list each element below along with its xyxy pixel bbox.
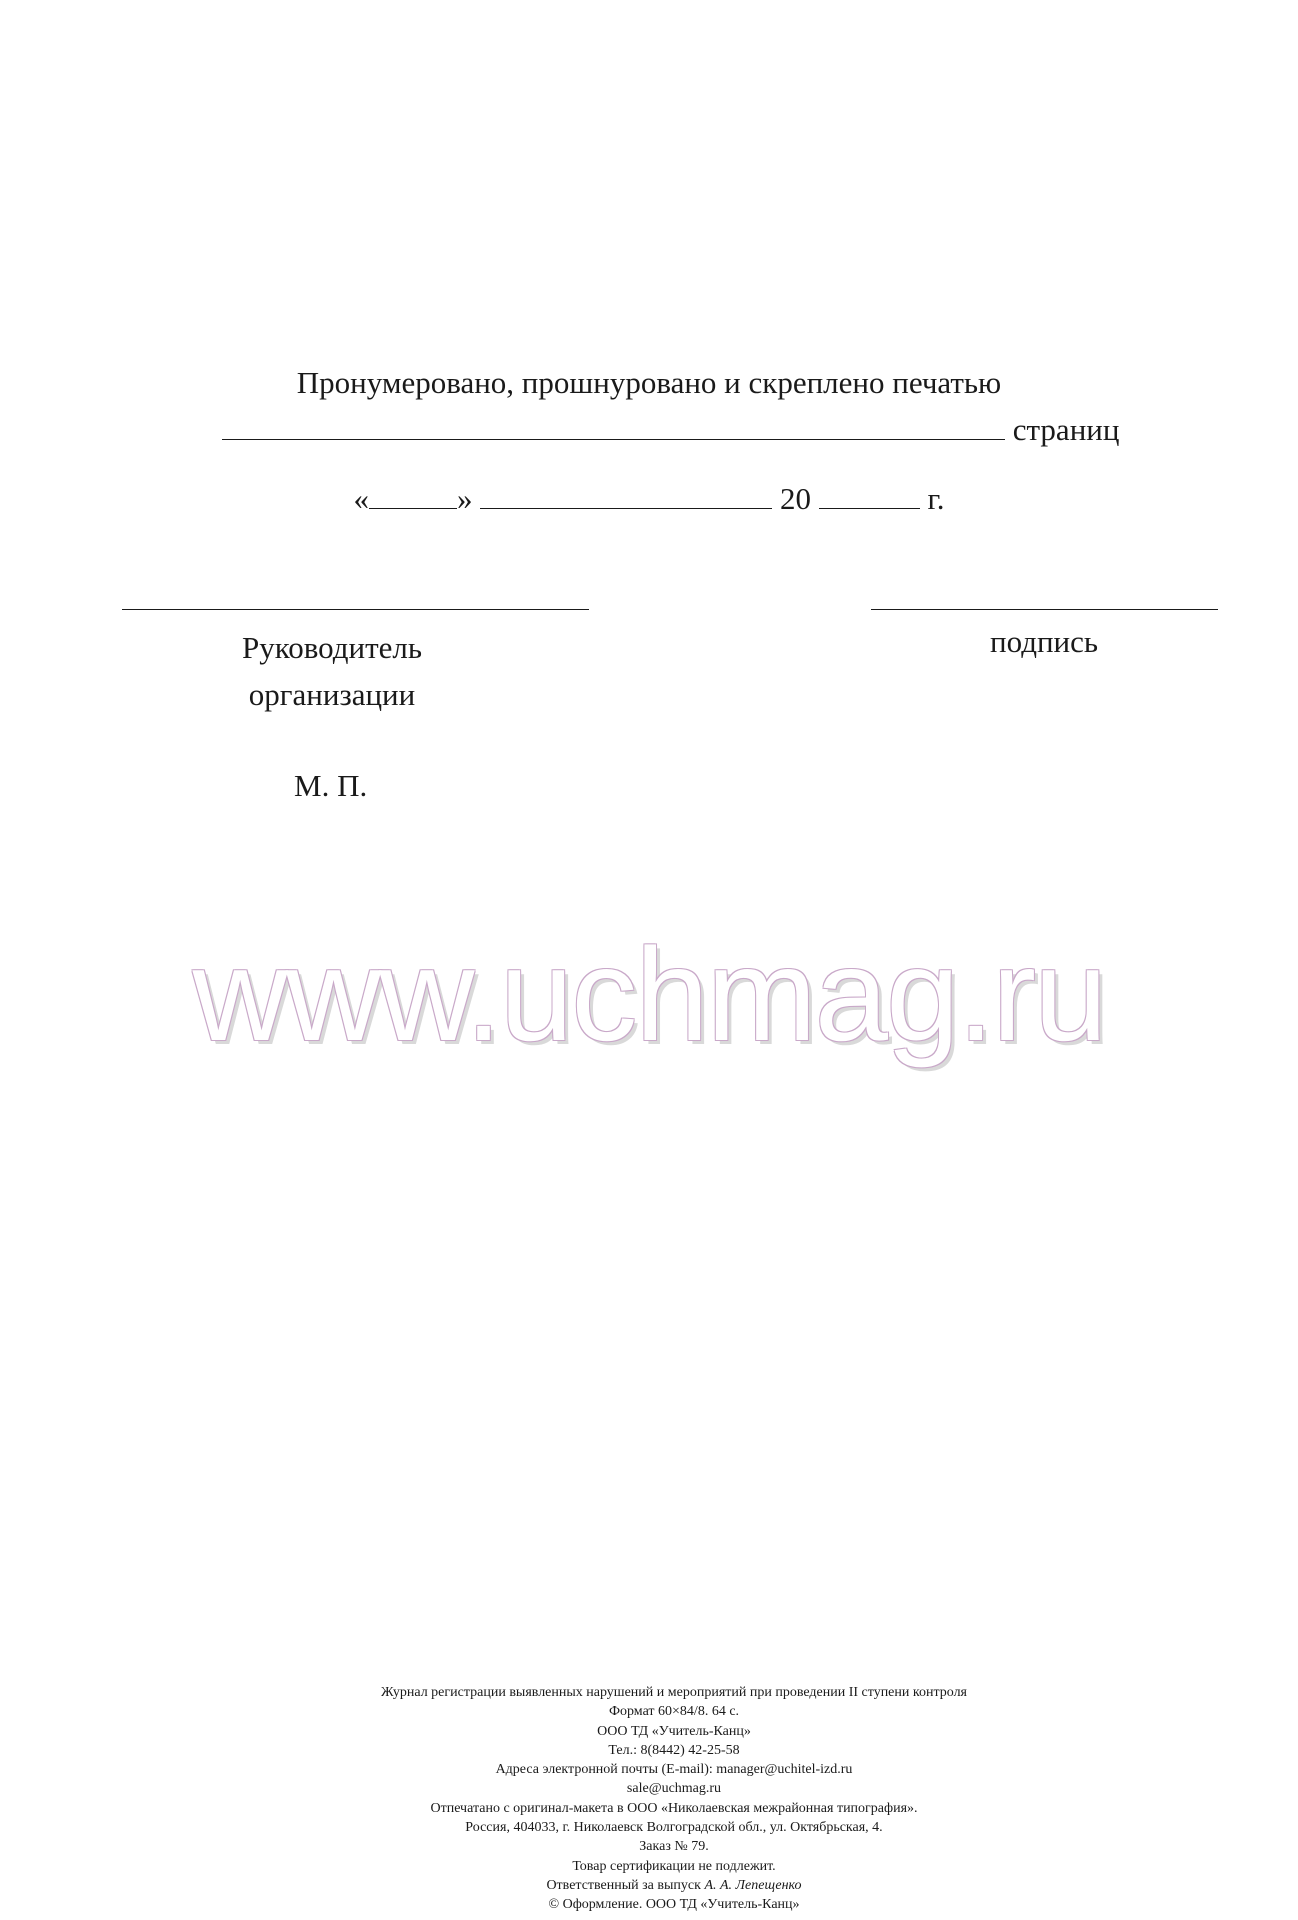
watermark: www.uchmag.ru [192,921,1106,1068]
colophon-title: Журнал регистрации выявленных нарушений и мероприятий при проведении II ступени контроля [381,1685,967,1700]
signature-label: подпись [990,624,1099,659]
colophon-phone: Тел.: 8(8442) 42-25-58 [608,1742,740,1758]
date-open-quote: « [353,481,370,516]
date-line [0,481,1298,517]
colophon-publisher: ООО ТД «Учитель-Канц» [597,1723,751,1739]
head-label-line2: организации [248,677,416,712]
colophon-copyright: © Оформление. ООО ТД «Учитель-Канц» [548,1897,800,1913]
month-blank [480,482,772,509]
colophon-address: Россия, 404033, г. Николаевск Волгоградской обл., ул. Октябрьская, 4. [465,1820,883,1836]
head-label-line1: Руководитель [242,630,423,665]
colophon [0,1683,1298,1915]
certification-title: Пронумеровано, прошнуровано и скреплено печатью [296,365,1002,400]
stamp-place-label: М. П. [294,768,368,803]
date-close-quote: » [457,481,473,516]
colophon-responsible-prefix: Ответственный за выпуск [546,1877,701,1893]
colophon-responsible-name: А. А. Лепещенко [704,1877,802,1893]
day-blank [369,482,457,509]
colophon-email-sale: sale@uchmag.ru [626,1781,722,1797]
pages-count-blank [222,413,1005,440]
signature-blank [871,609,1218,610]
colophon-order: Заказ № 79. [639,1839,709,1855]
colophon-email: Адреса электронной почты (E-mail): manager@uchitel-izd.ru [495,1762,853,1778]
colophon-format: Формат 60×84/8. 64 с. [608,1704,740,1720]
head-of-organization-label [242,624,422,718]
colophon-certification: Товар сертификации не подлежит. [572,1858,776,1874]
pages-label: страниц [1012,412,1120,447]
colophon-printer: Отпечатано с оригинал-макета в ООО «Николаевская межрайонная типография». [430,1800,918,1816]
pages-count-line [222,412,1119,448]
year-blank [819,482,920,509]
year-prefix: 20 [780,481,812,516]
head-signature-blank [122,609,589,610]
year-suffix: г. [927,481,945,516]
colophon-responsible [0,1876,1298,1895]
